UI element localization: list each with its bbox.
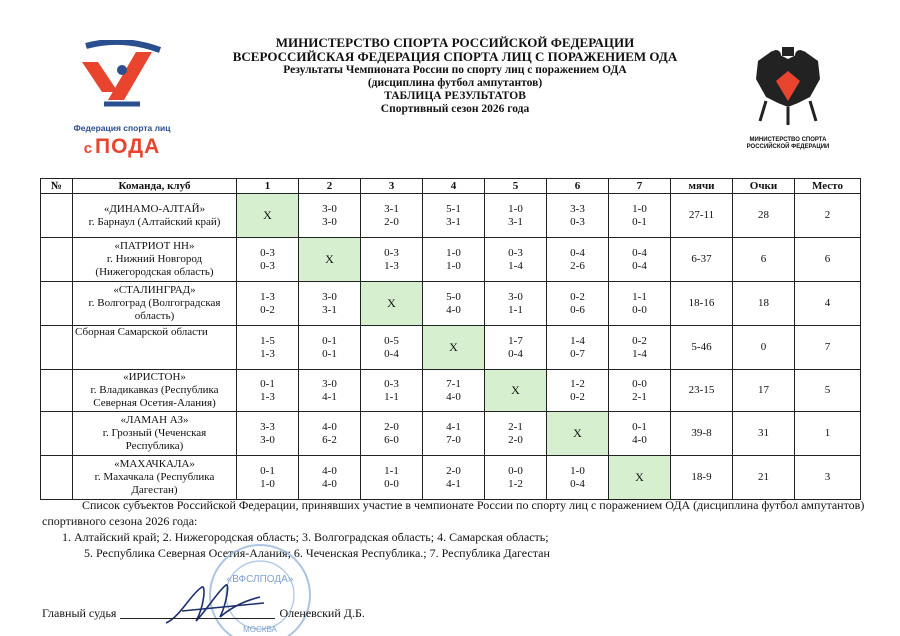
score-leg-2: 0-4 (384, 347, 399, 360)
header-table-title: ТАБЛИЦА РЕЗУЛЬТАТОВ (384, 90, 526, 102)
score-leg-2: 3-0 (260, 433, 275, 446)
team-cell (73, 194, 237, 238)
score-leg-1: 3-0 (508, 290, 523, 303)
score-leg-2: 1-0 (260, 477, 275, 490)
row-number (41, 370, 73, 412)
score-leg-2: 1-1 (508, 303, 523, 316)
score-leg-1: 3-0 (322, 377, 337, 390)
participants-line-2: 5. Республика Северная Осетия-Алания; 6. Чеченская Республика.; 7. Республика Дагестан (84, 546, 550, 560)
score-leg-1: 1-0 (632, 202, 647, 215)
points-cell: 18 (733, 282, 795, 326)
team-line-2: г. Нижний Новгород (106, 253, 203, 265)
score-cell (299, 282, 361, 326)
score-cell (237, 412, 299, 456)
score-leg-2: 3-1 (322, 303, 337, 316)
score-leg-1: 0-1 (260, 377, 275, 390)
team-line-1: «ДИНАМО-АЛТАЙ» (103, 202, 206, 215)
team-line-1: «СТАЛИНГРАД» (113, 284, 196, 296)
header-col-5: 5 (485, 179, 547, 194)
score-leg-1: 4-0 (322, 464, 337, 477)
points-cell: 28 (733, 194, 795, 238)
score-leg-1: 1-0 (446, 246, 461, 259)
score-leg-2: 0-2 (260, 303, 275, 316)
team-cell (73, 326, 237, 370)
score-leg-2: 4-1 (446, 477, 461, 490)
score-cell (299, 412, 361, 456)
team-line-3: Республика) (125, 440, 184, 452)
header-place: Место (795, 179, 861, 194)
score-leg-1: 3-0 (322, 290, 337, 303)
score-cell (609, 238, 671, 282)
score-leg-2: 0-7 (570, 347, 585, 360)
ministry-name-line2: РОССИЙСКОЙ ФЕДЕРАЦИИ (746, 144, 830, 150)
self-match-cell: X (547, 412, 609, 456)
federation-logo (68, 40, 176, 162)
score-cell (485, 456, 547, 500)
score-leg-1: 0-5 (384, 334, 399, 347)
header-col-3: 3 (361, 179, 423, 194)
participants-intro: Список субъектов Российской Федерации, принявших участие в чемпионате России по спорту лиц с поражением ОДА (дисциплина футбол ампутантов) спортивного сезона 2026 года: (42, 498, 865, 528)
score-leg-2: 0-1 (322, 347, 337, 360)
score-leg-2: 1-4 (508, 259, 523, 272)
score-leg-1: 0-2 (632, 334, 647, 347)
place-cell: 5 (795, 370, 861, 412)
score-cell (547, 238, 609, 282)
team-line-1: «ЛАМАН АЗ» (120, 414, 189, 426)
score-leg-2: 3-0 (322, 215, 337, 228)
header-federation: ВСЕРОССИЙСКАЯ ФЕДЕРАЦИЯ СПОРТА ЛИЦ С ПОРАЖЕНИЕМ ОДА (232, 49, 678, 64)
score-leg-1: 1-7 (508, 334, 523, 347)
score-cell (423, 194, 485, 238)
score-leg-2: 2-0 (508, 433, 523, 446)
header-season: Спортивный сезон 2026 года (380, 103, 530, 115)
score-cell (485, 412, 547, 456)
score-leg-1: 1-5 (260, 334, 275, 347)
score-leg-2: 0-0 (632, 303, 647, 316)
score-leg-2: 3-1 (446, 215, 461, 228)
score-cell (547, 282, 609, 326)
score-leg-2: 6-0 (384, 433, 399, 446)
score-leg-2: 7-0 (446, 433, 461, 446)
points-cell: 31 (733, 412, 795, 456)
results-body (41, 194, 861, 500)
score-cell (423, 456, 485, 500)
goals-cell: 27-11 (671, 194, 733, 238)
participants-line-1: 1. Алтайский край; 2. Нижегородская область; 3. Волгоградская область; 4. Самарская область; (62, 530, 549, 544)
score-leg-2: 3-1 (508, 215, 523, 228)
table-row (41, 370, 861, 412)
score-cell (609, 326, 671, 370)
score-leg-1: 1-1 (384, 464, 399, 477)
score-cell (361, 456, 423, 500)
score-leg-1: 0-2 (570, 290, 585, 303)
score-leg-1: 4-1 (446, 420, 461, 433)
score-leg-1: 1-4 (570, 334, 585, 347)
score-leg-1: 1-0 (508, 202, 523, 215)
goals-cell: 6-37 (671, 238, 733, 282)
score-leg-1: 1-3 (260, 290, 275, 303)
self-match-cell: X (609, 456, 671, 500)
row-number (41, 194, 73, 238)
header-goals: мячи (671, 179, 733, 194)
signature-underline (120, 618, 275, 619)
team-line-2: г. Волгоград (Волгоградская (88, 297, 221, 309)
score-leg-2: 0-6 (570, 303, 585, 316)
team-line-2: г. Барнаул (Алтайский край) (88, 215, 221, 228)
score-leg-1: 1-0 (570, 464, 585, 477)
score-leg-1: 1-1 (632, 290, 647, 303)
score-leg-2: 1-3 (260, 390, 275, 403)
place-cell: 3 (795, 456, 861, 500)
table-row (41, 456, 861, 500)
score-leg-2: 4-0 (446, 390, 461, 403)
score-leg-1: 7-1 (446, 377, 461, 390)
score-cell (361, 238, 423, 282)
row-number (41, 238, 73, 282)
double-headed-eagle-icon (752, 45, 824, 131)
team-line-3: (Нижегородская область) (95, 266, 214, 278)
score-leg-2: 0-3 (570, 215, 585, 228)
self-match-cell: X (485, 370, 547, 412)
score-cell (547, 326, 609, 370)
score-cell (423, 412, 485, 456)
federation-emblem-icon (78, 40, 166, 122)
ministry-logo (738, 45, 838, 155)
score-leg-1: 4-0 (322, 420, 337, 433)
score-cell (485, 238, 547, 282)
team-line-1: «ПАТРИОТ НН» (114, 240, 195, 252)
header-discipline: (дисциплина футбол ампутантов) (367, 77, 543, 89)
score-leg-2: 4-0 (632, 433, 647, 446)
score-cell (423, 238, 485, 282)
score-leg-2: 0-3 (260, 259, 275, 272)
table-row (41, 412, 861, 456)
row-number (41, 456, 73, 500)
score-cell (299, 456, 361, 500)
score-leg-1: 0-3 (384, 377, 399, 390)
score-cell (485, 282, 547, 326)
score-leg-2: 1-0 (446, 259, 461, 272)
score-leg-1: 2-0 (384, 420, 399, 433)
score-leg-1: 2-0 (446, 464, 461, 477)
goals-cell: 23-15 (671, 370, 733, 412)
score-leg-2: 0-4 (570, 477, 585, 490)
table-row (41, 238, 861, 282)
federation-word: ПОДА (95, 135, 161, 158)
row-number (41, 412, 73, 456)
score-leg-1: 5-0 (446, 290, 461, 303)
score-leg-2: 1-1 (384, 390, 399, 403)
self-match-cell: X (361, 282, 423, 326)
place-cell: 7 (795, 326, 861, 370)
score-cell (609, 282, 671, 326)
stamp-city: МОСКВА (243, 625, 277, 634)
score-leg-1: 0-3 (260, 246, 275, 259)
header-col-2: 2 (299, 179, 361, 194)
header-ministry: МИНИСТЕРСТВО СПОРТА РОССИЙСКОЙ ФЕДЕРАЦИИ (275, 35, 635, 50)
table-row (41, 282, 861, 326)
judge-name: Оленевский Д.Б. (279, 606, 365, 620)
score-cell (547, 194, 609, 238)
score-cell (423, 370, 485, 412)
team-line-1: Сборная Самарской области (75, 326, 208, 338)
federation-prefix: с (83, 140, 93, 157)
results-table (40, 178, 861, 500)
score-cell (485, 194, 547, 238)
score-leg-1: 3-0 (322, 202, 337, 215)
goals-cell: 5-46 (671, 326, 733, 370)
team-cell (73, 370, 237, 412)
score-leg-2: 0-4 (508, 347, 523, 360)
points-cell: 21 (733, 456, 795, 500)
score-leg-1: 0-1 (260, 464, 275, 477)
score-leg-1: 0-1 (632, 420, 647, 433)
score-leg-2: 4-0 (446, 303, 461, 316)
judge-signature (160, 577, 280, 633)
score-cell (609, 412, 671, 456)
goals-cell: 18-16 (671, 282, 733, 326)
score-leg-2: 1-3 (260, 347, 275, 360)
score-cell (237, 326, 299, 370)
score-cell (299, 326, 361, 370)
self-match-cell: X (299, 238, 361, 282)
place-cell: 2 (795, 194, 861, 238)
score-leg-1: 1-2 (570, 377, 585, 390)
header-col-1: 1 (237, 179, 299, 194)
self-match-cell: X (237, 194, 299, 238)
header-championship: Результаты Чемпионата России по спорту лиц с поражением ОДА (283, 64, 627, 76)
header-points: Очки (733, 179, 795, 194)
score-leg-1: 0-4 (632, 246, 647, 259)
team-line-3: Северная Осетия-Алания) (93, 397, 216, 409)
place-cell: 6 (795, 238, 861, 282)
score-leg-2: 0-1 (632, 215, 647, 228)
team-line-1: «МАХАЧКАЛА» (114, 458, 195, 470)
score-leg-1: 0-1 (322, 334, 337, 347)
points-cell: 17 (733, 370, 795, 412)
table-row (41, 194, 861, 238)
points-cell: 0 (733, 326, 795, 370)
score-leg-2: 4-1 (322, 390, 337, 403)
score-leg-2: 2-1 (632, 390, 647, 403)
header-team: Команда, клуб (73, 179, 237, 194)
self-match-cell: X (423, 326, 485, 370)
team-cell (73, 412, 237, 456)
score-leg-1: 0-3 (508, 246, 523, 259)
score-cell (547, 370, 609, 412)
score-leg-1: 3-3 (570, 202, 585, 215)
score-cell (361, 194, 423, 238)
stamp-text: «ВФСЛПОДА» (226, 574, 294, 585)
goals-cell: 39-8 (671, 412, 733, 456)
header-num: № (41, 179, 73, 194)
team-cell (73, 238, 237, 282)
score-cell (237, 370, 299, 412)
team-line-2: г. Владикавказ (Республика (90, 384, 219, 396)
score-cell (609, 370, 671, 412)
score-cell (547, 456, 609, 500)
header-col-7: 7 (609, 179, 671, 194)
federation-name-line2 (68, 135, 176, 159)
score-leg-2: 0-4 (632, 259, 647, 272)
score-cell (361, 412, 423, 456)
goals-cell: 18-9 (671, 456, 733, 500)
score-cell (361, 326, 423, 370)
score-leg-2: 1-3 (384, 259, 399, 272)
score-cell (609, 194, 671, 238)
score-leg-2: 0-2 (570, 390, 585, 403)
row-number (41, 326, 73, 370)
score-leg-1: 0-0 (632, 377, 647, 390)
score-cell (237, 456, 299, 500)
judge-label: Главный судья (42, 606, 117, 620)
header-col-6: 6 (547, 179, 609, 194)
points-cell: 6 (733, 238, 795, 282)
score-leg-1: 3-3 (260, 420, 275, 433)
score-leg-2: 2-6 (570, 259, 585, 272)
score-leg-2: 6-2 (322, 433, 337, 446)
score-cell (361, 370, 423, 412)
score-cell (299, 194, 361, 238)
team-line-2: г. Махачкала (Республика (94, 471, 215, 483)
score-leg-2: 0-0 (384, 477, 399, 490)
table-row (41, 326, 861, 370)
place-cell: 1 (795, 412, 861, 456)
team-line-3: Дагестан) (131, 484, 178, 496)
signature-line (42, 606, 365, 621)
federation-name-line1: Федерация спорта лиц (73, 123, 171, 133)
participants-list (42, 497, 872, 561)
score-leg-1: 0-4 (570, 246, 585, 259)
ministry-name-line1: МИНИСТЕРСТВО СПОРТА (749, 137, 827, 143)
team-cell (73, 456, 237, 500)
score-leg-2: 1-2 (508, 477, 523, 490)
score-leg-2: 4-0 (322, 477, 337, 490)
score-leg-1: 2-1 (508, 420, 523, 433)
team-cell (73, 282, 237, 326)
score-leg-1: 3-1 (384, 202, 399, 215)
row-number (41, 282, 73, 326)
table-header-row (41, 179, 861, 194)
score-cell (299, 370, 361, 412)
team-line-2: г. Грозный (Чеченская (102, 427, 207, 439)
score-cell (237, 282, 299, 326)
team-line-3: область) (134, 310, 175, 322)
place-cell: 4 (795, 282, 861, 326)
score-leg-2: 2-0 (384, 215, 399, 228)
team-line-1: «ИРИСТОН» (123, 371, 186, 383)
score-leg-2: 1-4 (632, 347, 647, 360)
header-col-4: 4 (423, 179, 485, 194)
score-leg-1: 5-1 (446, 202, 461, 215)
score-cell (485, 326, 547, 370)
score-leg-1: 0-0 (508, 464, 523, 477)
score-leg-1: 0-3 (384, 246, 399, 259)
document-header (195, 36, 715, 116)
score-cell (237, 238, 299, 282)
score-cell (423, 282, 485, 326)
